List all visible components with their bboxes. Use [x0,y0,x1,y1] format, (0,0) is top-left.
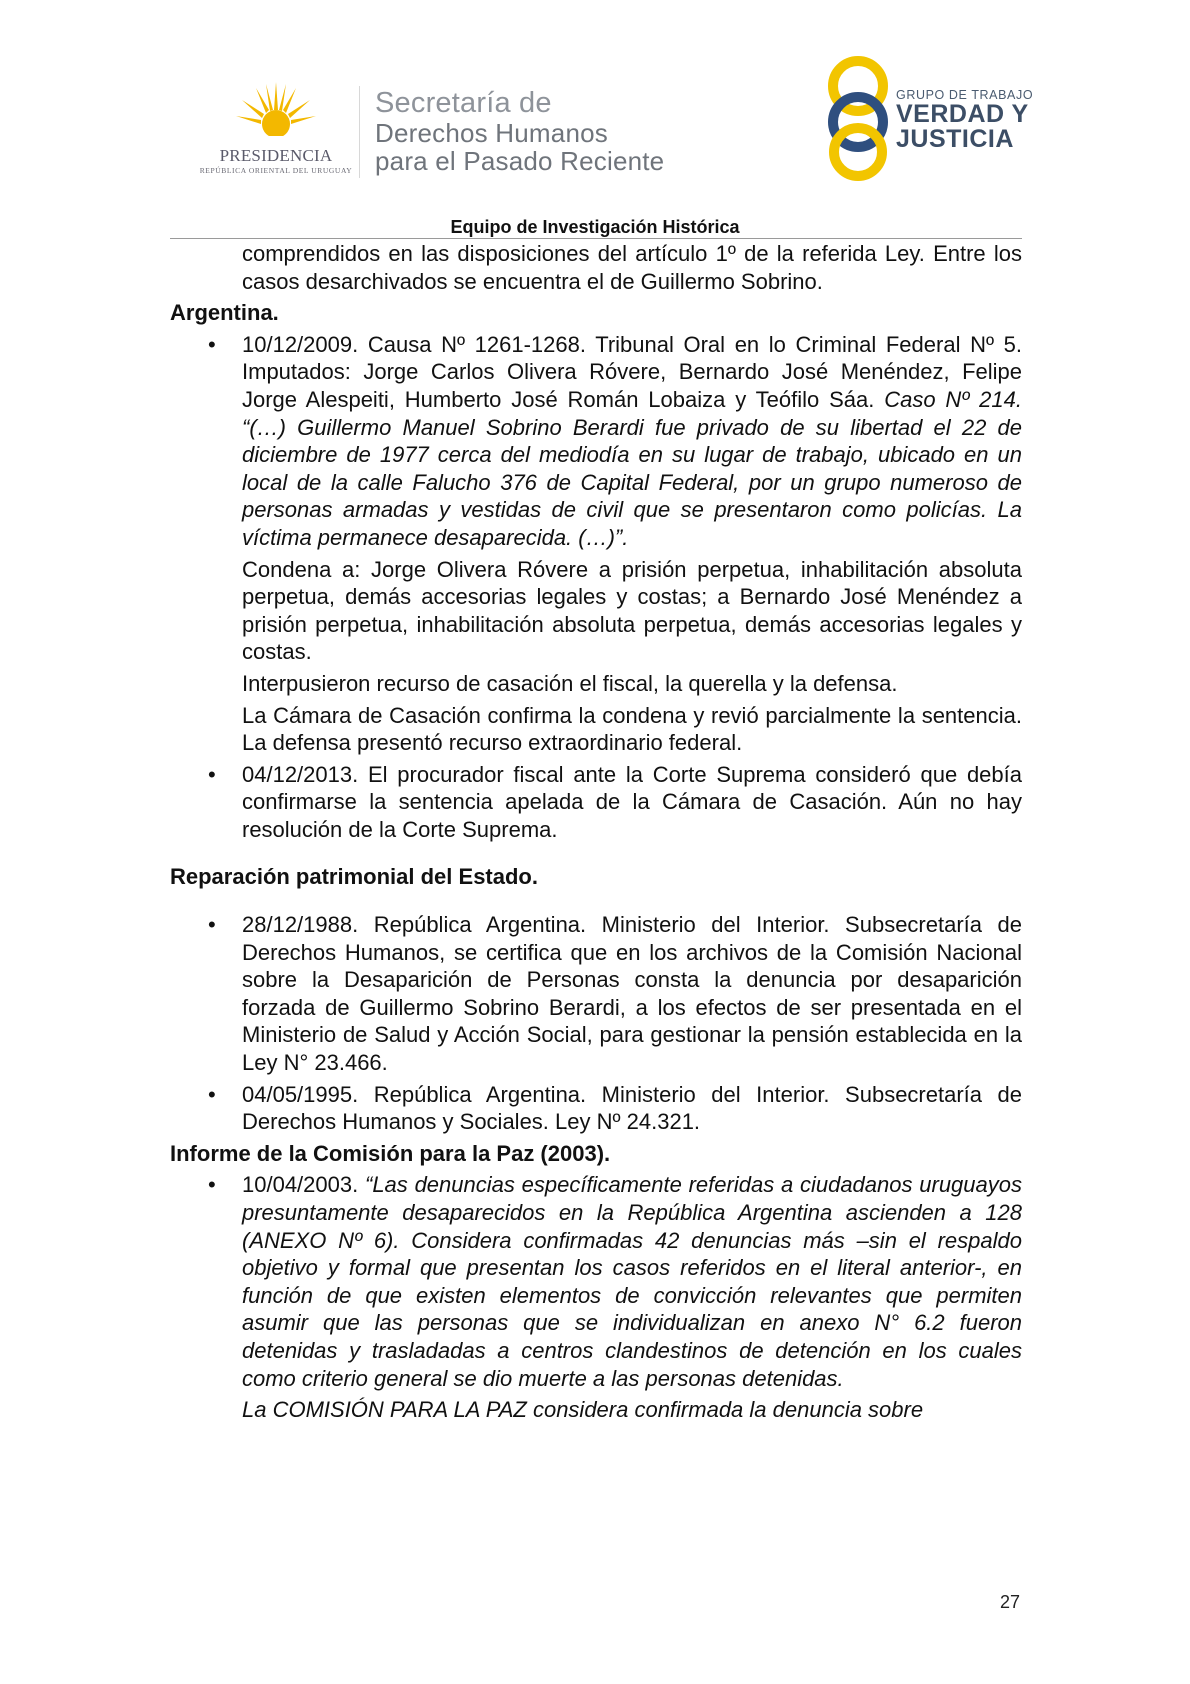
header-rule [170,238,1022,239]
list-item-2003-quote: “Las denuncias específicamente referidas a ciudadanos uruguayos presuntamente desaparecidos en la República Argentina ascienden a 128 (ANEXO Nº 6). Considera confirmadas 42 denuncias más –sin el respaldo objetivo y formal que presentan los casos referidos en el literal anterior-, en función de que existen elementos de convicción relevantes que permiten asumir que las personas que se individualizan en anexo N° 6.2 fueron detenidas y trasladadas a centros clandestinos de detención en los cuales como criterio general se dio muerte a las personas detenidas. [242,1172,1022,1391]
verdad-justicia-rings-icon [820,56,900,182]
bullet-icon: • [208,912,216,938]
bullet-icon: • [208,1172,216,1198]
list-item-1988-text: 28/12/1988. República Argentina. Ministerio del Interior. Subsecretaría de Derechos Humanos, se certifica que en los archivos de la Comisión Nacional sobre la Desaparición de Personas consta la denuncia por desaparición forzada de Guillermo Sobrino Berardi, a los efectos de ser presentada en el Ministerio de Salud y Acción Social, para gestionar la pensión establecida en la Ley N° 23.466. [242,912,1022,1076]
page-number: 27 [1000,1592,1021,1612]
bullet-icon: • [208,761,216,787]
list-item-2003-text: 10/04/2003. [242,1172,365,1198]
bullet-icon: • [208,1081,216,1107]
list-item-2009-text: 10/12/2009. Causa Nº 1261-1268. Tribunal Oral en lo Criminal Federal Nº 5. Imputados: Jorge Carlos Olivera Róvere, Bernardo José Menéndez, Felipe Jorge Alespeiti, Humberto José Román Lobaiza y Teófilo Sáa. [242,331,1022,412]
list-item-2009-quote: Caso Nº 214. “(…) Guillermo Manuel Sobrino Berardi fue privado de su libertad el 22 de diciembre de 1977 cerca del mediodía en su lugar de trabajo, ubicado en un local de la calle Falucho 376 de Capital Federal, por un grupo numeroso de personas armadas y vestidas de civil que se presentaron como policías. La víctima permanece desaparecida. (…)”. [242,386,1022,550]
presidencia-logo [196,80,356,180]
secretaria-line-1: Secretaría de [375,87,552,119]
list-item-1988 [208,911,1022,1077]
sun-icon [236,80,316,144]
paragraph-camara: La Cámara de Casación confirma la condena y revió parcialmente la sentencia. La defensa presentó recurso extraordinario federal. [242,702,1022,756]
intro-paragraph: comprendidos en las disposiciones del artículo 1º de la referida Ley. Entre los casos desarchivados se encuentra el de Guillermo Sobrino. [242,241,1022,294]
header-divider [359,86,360,178]
gtvj-verdad-text: VERDAD Y [896,100,1029,128]
team-heading: Equipo de Investigación Histórica [450,217,740,237]
list-item-1995 [208,1081,1022,1136]
paragraph-condena: Condena a: Jorge Olivera Róvere a prisión perpetua, inhabilitación absoluta perpetua, demás accesorias legales y costas; a Bernardo José Menéndez a prisión perpetua, inhabilitación absoluta perpetua, demás accesorias legales y costas. [242,556,1022,665]
list-item-2003 [208,1171,1022,1392]
paragraph-recurso: Interpusieron recurso de casación el fiscal, la querella y la defensa. [242,670,898,696]
paragraph-comision: La COMISIÓN PARA LA PAZ considera confirmada la denuncia sobre [242,1397,924,1423]
heading-argentina: Argentina. [170,300,279,326]
gtvj-small-text: GRUPO DE TRABAJO [896,88,1034,102]
verdad-justicia-logo-text [896,88,1033,152]
secretaria-line-2: Derechos Humanos [375,118,608,148]
list-item-2013-text: 04/12/2013. El procurador fiscal ante la Corte Suprema consideró que debía confirmarse la sentencia apelada de la Cámara de Casación. Aún no hay resolución de la Corte Suprema. [242,761,1022,842]
heading-reparacion: Reparación patrimonial del Estado. [170,864,538,890]
heading-informe: Informe de la Comisión para la Paz (2003). [170,1140,611,1166]
list-item-1995-text: 04/05/1995. República Argentina. Ministerio del Interior. Subsecretaría de Derechos Humanos y Sociales. Ley Nº 24.321. [242,1081,1022,1135]
secretaria-line-3: para el Pasado Reciente [375,146,665,176]
document-body [170,240,1022,1424]
secretaria-logo-text [375,88,664,175]
gtvj-justicia-text: JUSTICIA [896,125,1014,153]
presidencia-subtitle: REPÚBLICA ORIENTAL DEL URUGUAY [199,166,353,175]
list-item-2013 [208,761,1022,844]
presidencia-title: PRESIDENCIA [219,146,333,165]
list-item-2009 [208,331,1022,552]
bullet-icon: • [208,331,216,357]
